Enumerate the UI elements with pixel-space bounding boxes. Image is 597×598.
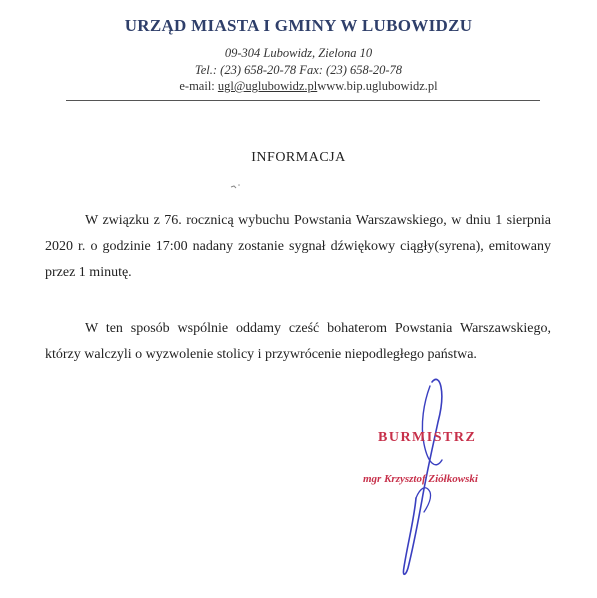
organization-name: URZĄD MIASTA I GMINY W LUBOWIDZU bbox=[124, 16, 473, 35]
body-paragraph-1: W związku z 76. rocznicą wybuchu Powstania Warszawskiego, w dniu 1 sierpnia 2020 r. o godzinie 17:00 nadany zostanie sygnał dźwiękowy ciągły(syrena), emitowany przez 1 minutę. bbox=[45, 213, 551, 280]
email-label: e-mail: bbox=[179, 79, 218, 93]
document-title: INFORMACJA bbox=[251, 150, 346, 165]
email-link[interactable]: ugl@uglubowidz.pl bbox=[217, 79, 318, 93]
scan-speck-icon bbox=[230, 182, 242, 190]
header-divider bbox=[66, 100, 540, 101]
website-text[interactable]: www.bip.uglubowidz.pl bbox=[317, 79, 438, 93]
body-paragraph-2: W ten sposób wspólnie oddamy cześć bohaterom Powstania Warszawskiego, którzy walczyli o wyzwolenie stolicy i przywrócenie niepodległego państwa. bbox=[45, 321, 551, 362]
signatory-name: mgr Krzysztof Ziółkowski bbox=[363, 473, 478, 485]
phone-fax-line: Tel.: (23) 658-20-78 Fax: (23) 658-20-78 bbox=[194, 63, 403, 77]
contact-line bbox=[10, 79, 597, 94]
signatory-title: BURMISTRZ bbox=[378, 430, 477, 445]
address-line: 09-304 Lubowidz, Zielona 10 bbox=[224, 46, 373, 60]
